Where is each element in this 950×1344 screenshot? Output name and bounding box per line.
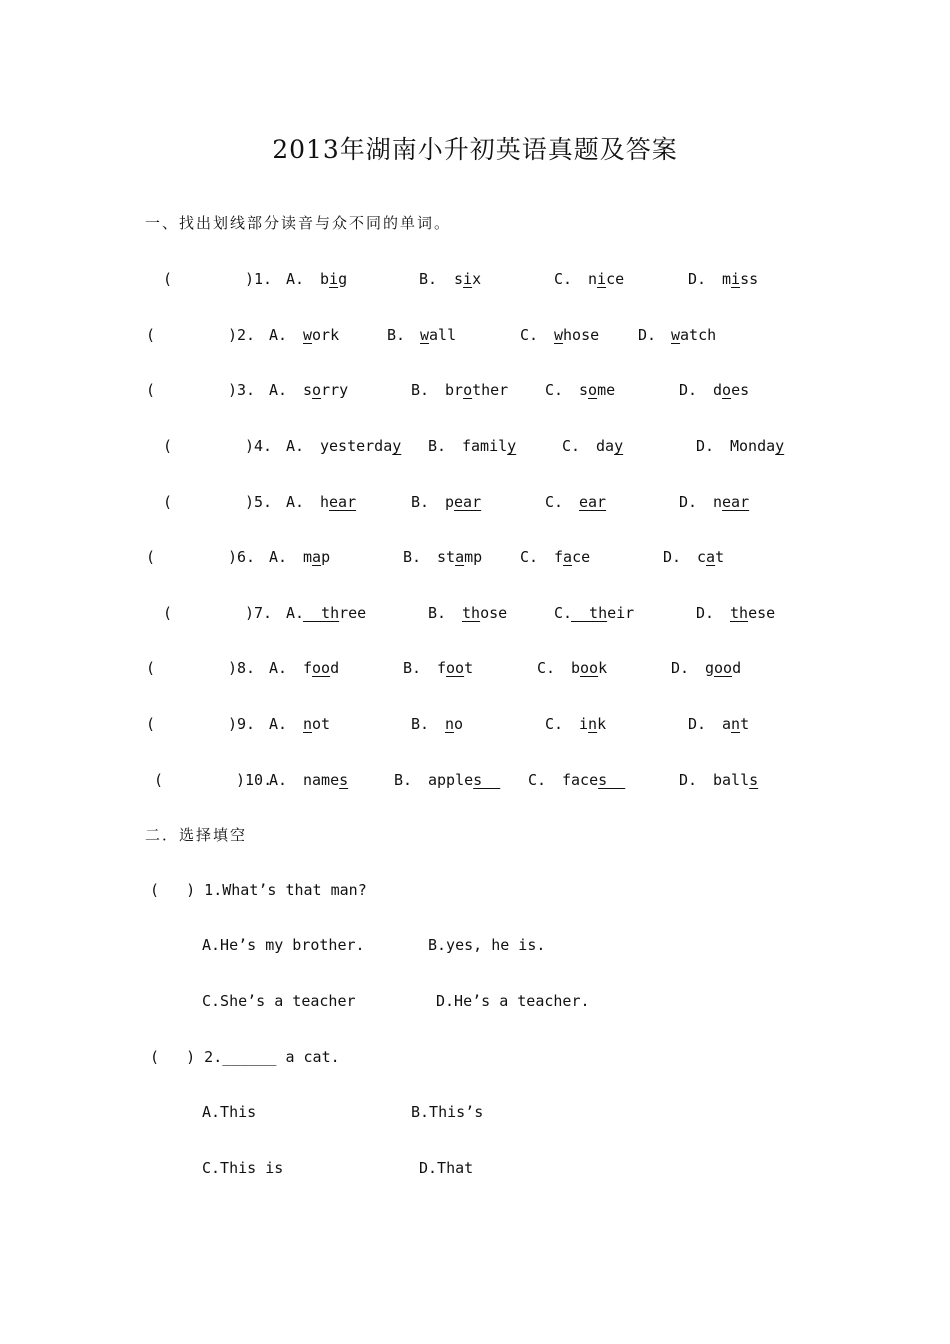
underlined-part: ear [579, 493, 607, 511]
option-letter: D. [663, 548, 682, 566]
option-word: no [445, 715, 464, 733]
underlined-part: th [730, 604, 749, 622]
option-letter: C. [554, 270, 573, 288]
q1-option-c: C.She’s a teacher [202, 992, 356, 1010]
option-letter: D. [696, 437, 715, 455]
underlined-part: y [392, 437, 402, 455]
underlined-part: o [312, 381, 322, 399]
underlined-part: a [455, 548, 465, 566]
option-letter: C. [554, 604, 573, 622]
option-word: these [730, 604, 776, 622]
option-word: names [303, 771, 349, 789]
option-word: miss [722, 270, 759, 288]
option-letter: C. [545, 381, 564, 399]
option-letter: D. [679, 493, 698, 511]
option-word: apples [428, 771, 501, 789]
option-letter: C. [545, 493, 564, 511]
option-letter: B. [403, 659, 422, 677]
option-word: foot [437, 659, 474, 677]
option-letter: A. [286, 270, 305, 288]
question-number: )1. [245, 270, 273, 288]
option-word: sorry [303, 381, 349, 399]
page-title: 2013年湖南小升初英语真题及答案 [272, 135, 678, 164]
underlined-part: i [597, 270, 607, 288]
option-word: near [713, 493, 750, 511]
q2-option-c: C.This is [202, 1159, 284, 1177]
option-letter: A. [269, 548, 288, 566]
underlined-part: oo [714, 659, 733, 677]
option-letter: B. [428, 437, 447, 455]
underlined-part: n [303, 715, 313, 733]
q2-stem: ( ) 2.______ a cat. [150, 1048, 340, 1066]
underlined-part: i [329, 270, 339, 288]
option-word: cat [697, 548, 725, 566]
answer-paren-open: ( [146, 715, 156, 733]
option-letter: C. [528, 771, 547, 789]
option-word: wall [420, 326, 457, 344]
q2-option-b: B.This’s [411, 1103, 484, 1121]
underlined-part: i [463, 270, 473, 288]
option-word: good [705, 659, 742, 677]
answer-paren-open: ( [146, 381, 156, 399]
option-letter: B. [428, 604, 447, 622]
underlined-part: s [473, 771, 501, 789]
answer-paren-open: ( [163, 270, 173, 288]
q1-option-d: D.He’s a teacher. [436, 992, 590, 1010]
underlined-part: n [731, 715, 741, 733]
answer-paren-open: ( [146, 548, 156, 566]
option-word: some [579, 381, 616, 399]
underlined-part: w [671, 326, 681, 344]
option-letter: A. [269, 326, 288, 344]
q1-option-b: B.yes, he is. [428, 936, 546, 954]
underlined-part: w [554, 326, 564, 344]
option-word: faces [562, 771, 626, 789]
underlined-part: a [706, 548, 716, 566]
option-letter: D. [679, 381, 698, 399]
question-number: )6. [228, 548, 256, 566]
option-word: their [571, 604, 635, 622]
option-letter: B. [403, 548, 422, 566]
option-letter: D. [688, 270, 707, 288]
underlined-part: oo [580, 659, 599, 677]
underlined-part: i [731, 270, 741, 288]
answer-paren-open: ( [163, 493, 173, 511]
underlined-part: ear [454, 493, 482, 511]
option-letter: A. [269, 715, 288, 733]
q1-stem: ( ) 1.What’s that man? [150, 881, 367, 899]
underlined-part: oo [312, 659, 331, 677]
question-number: )9. [228, 715, 256, 733]
option-word: six [454, 270, 482, 288]
underlined-part: a [312, 548, 322, 566]
option-letter: B. [411, 715, 430, 733]
q2-option-a: A.This [202, 1103, 257, 1121]
option-word: yesterday [320, 437, 402, 455]
option-word: work [303, 326, 340, 344]
underlined-part: ear [722, 493, 750, 511]
answer-paren-open: ( [146, 659, 156, 677]
option-letter: C. [545, 715, 564, 733]
question-number: )2. [228, 326, 256, 344]
underlined-part: th [303, 604, 340, 622]
option-word: book [571, 659, 608, 677]
q1-option-a: A.He’s my brother. [202, 936, 365, 954]
option-word: hear [320, 493, 357, 511]
q2-option-d: D.That [419, 1159, 474, 1177]
option-word: Monday [730, 437, 785, 455]
option-letter: B. [419, 270, 438, 288]
underlined-part: n [588, 715, 598, 733]
question-number: )3. [228, 381, 256, 399]
underlined-part: y [775, 437, 785, 455]
underlined-part: w [303, 326, 313, 344]
option-word: stamp [437, 548, 483, 566]
section-1-heading: 一、找出划线部分读音与众不同的单词。 [145, 214, 452, 232]
underlined-part: y [507, 437, 517, 455]
underlined-part: s [339, 771, 349, 789]
option-word: nice [588, 270, 625, 288]
option-word: those [462, 604, 508, 622]
option-letter: B. [411, 381, 430, 399]
answer-paren-open: ( [154, 771, 164, 789]
underlined-part: th [462, 604, 481, 622]
underlined-part: o [463, 381, 473, 399]
underlined-part: o [588, 381, 598, 399]
option-letter: A. [286, 604, 305, 622]
option-word: not [303, 715, 331, 733]
option-letter: C. [562, 437, 581, 455]
underlined-part: n [445, 715, 455, 733]
option-word: balls [713, 771, 759, 789]
option-letter: C. [520, 326, 539, 344]
option-word: three [303, 604, 367, 622]
question-number: )7. [245, 604, 273, 622]
underlined-part: y [614, 437, 624, 455]
option-word: watch [671, 326, 717, 344]
option-letter: B. [387, 326, 406, 344]
option-letter: C. [537, 659, 556, 677]
underlined-part: s [598, 771, 626, 789]
option-word: brother [445, 381, 509, 399]
option-word [579, 492, 606, 512]
answer-paren-open: ( [146, 326, 156, 344]
option-letter: A. [269, 659, 288, 677]
option-word: ant [722, 715, 750, 733]
underlined-part: oo [446, 659, 465, 677]
option-word: does [713, 381, 750, 399]
question-number: )4. [245, 437, 273, 455]
option-word: ink [579, 715, 607, 733]
option-letter: B. [411, 493, 430, 511]
option-word: big [320, 270, 348, 288]
underlined-part: ear [329, 493, 357, 511]
option-letter: B. [394, 771, 413, 789]
option-letter: A. [269, 381, 288, 399]
underlined-part: th [571, 604, 608, 622]
option-letter: A. [286, 437, 305, 455]
option-letter: C. [520, 548, 539, 566]
section-2-heading: 二．选择填空 [145, 826, 248, 844]
question-number: )10. [236, 771, 273, 789]
option-word: whose [554, 326, 600, 344]
answer-paren-open: ( [163, 437, 173, 455]
option-word: food [303, 659, 340, 677]
option-letter: D. [679, 771, 698, 789]
option-letter: D. [696, 604, 715, 622]
underlined-part: s [749, 771, 759, 789]
option-letter: D. [638, 326, 657, 344]
option-letter: D. [688, 715, 707, 733]
option-letter: A. [269, 771, 288, 789]
underlined-part: o [722, 381, 732, 399]
option-word: day [596, 437, 624, 455]
underlined-part: a [563, 548, 573, 566]
answer-paren-open: ( [163, 604, 173, 622]
question-number: )8. [228, 659, 256, 677]
underlined-part: w [420, 326, 430, 344]
option-word: pear [445, 493, 482, 511]
option-letter: A. [286, 493, 305, 511]
question-number: )5. [245, 493, 273, 511]
option-letter: D. [671, 659, 690, 677]
option-word: family [462, 437, 517, 455]
option-word: face [554, 548, 591, 566]
option-word: map [303, 548, 331, 566]
